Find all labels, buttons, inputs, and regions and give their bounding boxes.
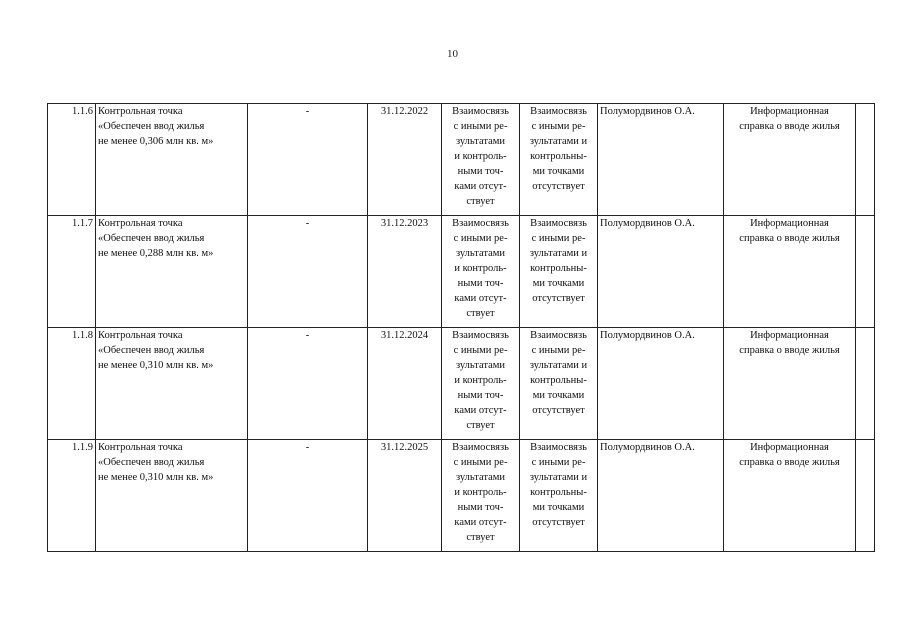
confirmation-document [724,328,856,440]
relation-results [442,328,520,440]
relation-results [442,216,520,328]
dash-cell-text: - [305,218,310,229]
confirmation-document [724,104,856,216]
responsible-person [598,104,724,216]
relation-checkpoints [520,328,598,440]
due-date-text: 31.12.2024 [380,330,429,341]
table-row [48,328,875,440]
relation-results [442,104,520,216]
relation-checkpoints-text: Взаимосвязь с иными ре- зультатами и контрольны- ми точками отсутствует [529,442,588,528]
relation-checkpoints-text: Взаимосвязь с иными ре- зультатами и контрольны- ми точками отсутствует [529,218,588,304]
responsible-person [598,440,724,552]
relation-results-text: Взаимосвязь с иными ре- зультатами и контроль- ными точ- ками отсут- ствует [452,106,509,207]
dash-cell-text: - [305,330,310,341]
confirmation-document-text: Информационная справка о вводе жилья [739,330,840,356]
dash-cell-text: - [305,442,310,453]
page-number: 10 [447,48,458,60]
extra-cell [856,440,875,552]
due-date [368,216,442,328]
due-date [368,440,442,552]
due-date-text: 31.12.2022 [380,106,429,117]
row-number-text: 1.1.7 [72,218,93,229]
relation-checkpoints-text: Взаимосвязь с иными ре- зультатами и контрольны- ми точками отсутствует [529,106,588,192]
relation-results-text: Взаимосвязь с иными ре- зультатами и контроль- ными точ- ками отсут- ствует [452,218,509,319]
due-date [368,104,442,216]
table-row [48,440,875,552]
row-number [48,440,96,552]
relation-checkpoints-text: Взаимосвязь с иными ре- зультатами и контрольны- ми точками отсутствует [529,330,588,416]
responsible-person [598,216,724,328]
dash-cell [248,328,368,440]
responsible-person [598,328,724,440]
confirmation-document [724,216,856,328]
responsible-person-text: Полумордвинов О.А. [600,106,695,117]
row-number-text: 1.1.8 [72,330,93,341]
row-number-text: 1.1.6 [72,106,93,117]
extra-cell [856,216,875,328]
checkpoint-name-text: Контрольная точка «Обеспечен ввод жилья не менее 0,310 млн кв. м» [98,442,214,483]
responsible-person-text: Полумордвинов О.А. [600,330,695,341]
checkpoint-name-text: Контрольная точка «Обеспечен ввод жилья не менее 0,310 млн кв. м» [98,330,214,371]
table-row [48,216,875,328]
checkpoint-name-text: Контрольная точка «Обеспечен ввод жилья не менее 0,306 млн кв. м» [98,106,214,147]
checkpoint-name [96,440,248,552]
due-date-text: 31.12.2023 [380,218,429,229]
responsible-person-text: Полумордвинов О.А. [600,442,695,453]
extra-cell [856,104,875,216]
due-date [368,328,442,440]
checkpoints-table [47,103,875,552]
row-number [48,104,96,216]
checkpoint-name [96,104,248,216]
confirmation-document-text: Информационная справка о вводе жилья [739,106,840,132]
dash-cell [248,104,368,216]
dash-cell-text: - [305,106,310,117]
checkpoint-name-text: Контрольная точка «Обеспечен ввод жилья не менее 0,288 млн кв. м» [98,218,214,259]
relation-checkpoints [520,216,598,328]
confirmation-document [724,440,856,552]
confirmation-document-text: Информационная справка о вводе жилья [739,442,840,468]
responsible-person-text: Полумордвинов О.А. [600,218,695,229]
relation-results-text: Взаимосвязь с иными ре- зультатами и контроль- ными точ- ками отсут- ствует [452,330,509,431]
relation-results-text: Взаимосвязь с иными ре- зультатами и контроль- ными точ- ками отсут- ствует [452,442,509,543]
dash-cell [248,216,368,328]
row-number-text: 1.1.9 [72,442,93,453]
checkpoint-name [96,216,248,328]
table-row [48,104,875,216]
relation-checkpoints [520,104,598,216]
checkpoint-name [96,328,248,440]
relation-checkpoints [520,440,598,552]
dash-cell [248,440,368,552]
due-date-text: 31.12.2025 [380,442,429,453]
confirmation-document-text: Информационная справка о вводе жилья [739,218,840,244]
extra-cell [856,328,875,440]
row-number [48,328,96,440]
relation-results [442,440,520,552]
row-number [48,216,96,328]
